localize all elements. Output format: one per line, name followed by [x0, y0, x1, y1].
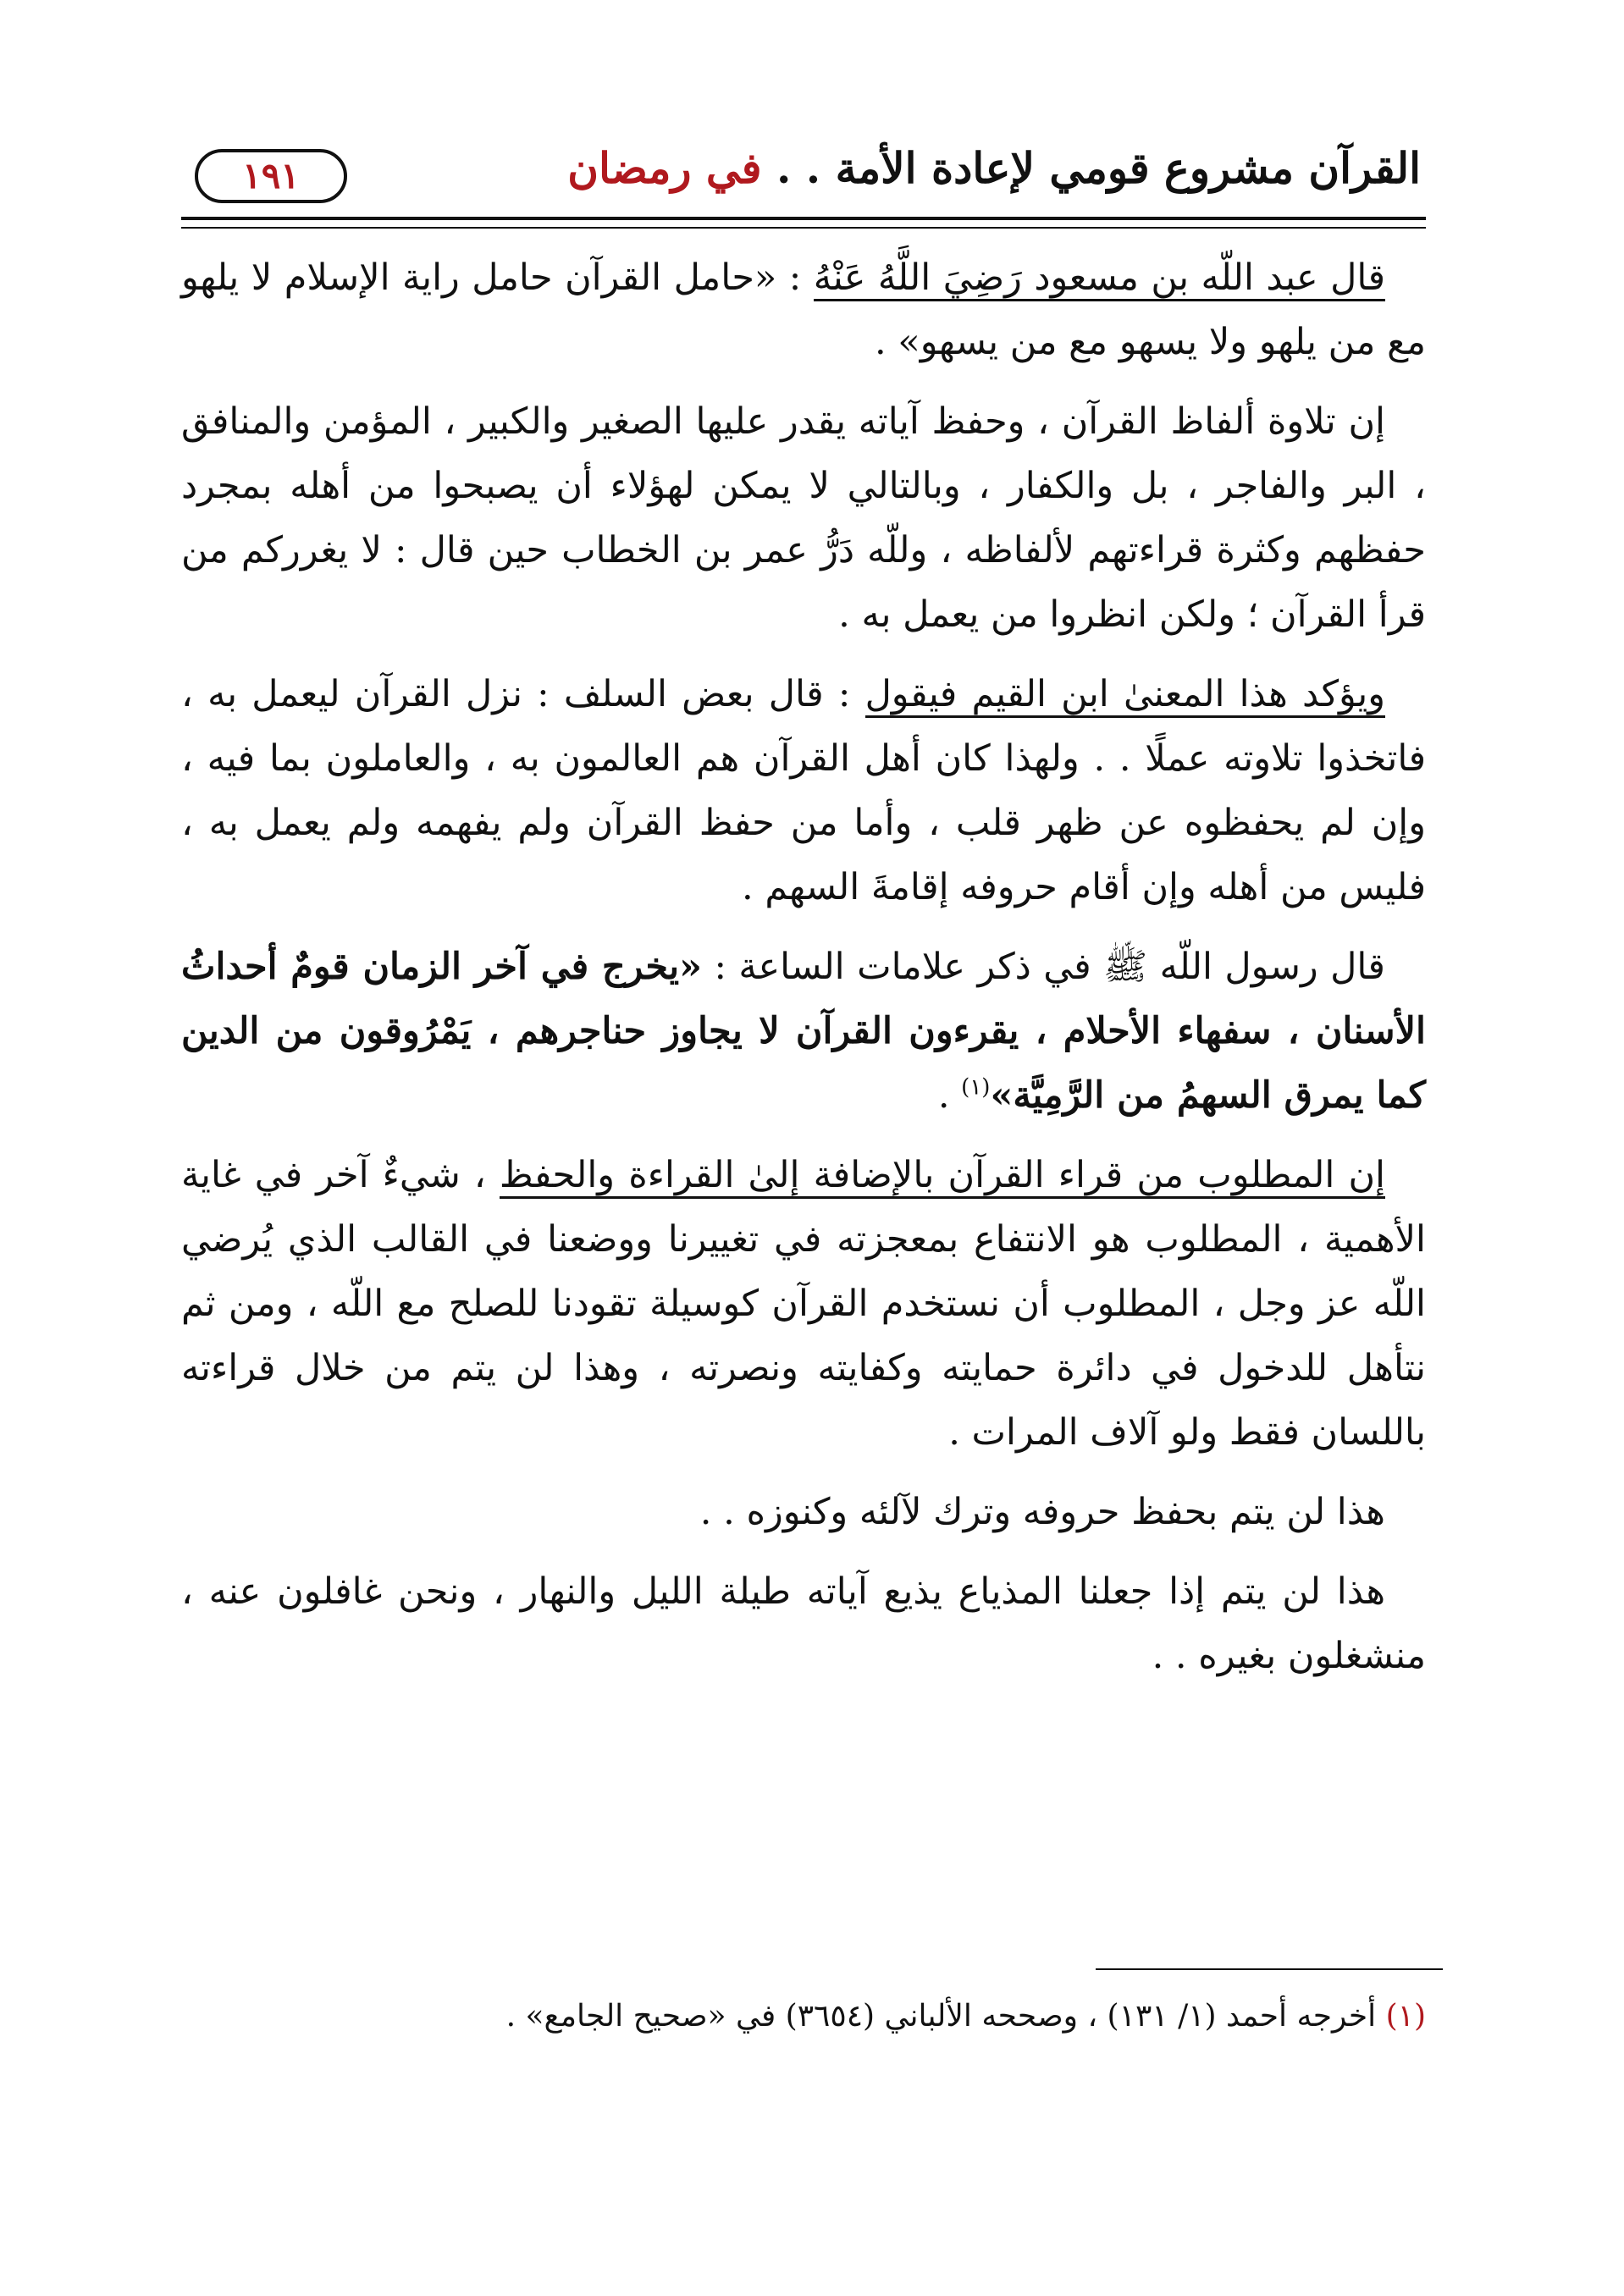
- paragraph-text: قال رسول اللّه ﷺ في ذكر علامات الساعة :: [701, 946, 1385, 988]
- underlined-phrase: إن المطلوب من قراء القرآن بالإضافة إلىٰ القراءة والحفظ: [500, 1154, 1385, 1199]
- paragraph-text: ، شيءٌ آخر في غاية الأهمية ، المطلوب هو الانتفاع بمعجزته في تغييرنا ووضعنا في القالب الذي يُرضي اللّه عز وجل ، المطلوب أن نستخدم القرآن كوسيلة تقودنا للصلح مع اللّه ، ومن ثم نتأهل للدخول في دائرة حمايته وكفايته ونصرته ، وهذا لن يتم من خلال قراءته باللسان فقط ولو آلاف المرات .: [181, 1154, 1426, 1454]
- hadith-quote: «يخرج في آخر الزمان قومٌ أحداثُ الأسنان ، سفهاء الأحلام ، يقرءون القرآن لا يجاوز حناجرهم ، يَمْرُوقون من الدين كما يمرق السهمُ من الرَّمِيَّة»: [181, 946, 1426, 1117]
- underlined-phrase: قال عبد اللّه بن مسعود رَضِيَ اللَّهُ عَنْهُ: [814, 257, 1385, 301]
- paragraph-ibn-masud: [181, 246, 1426, 374]
- main-text: [181, 246, 1426, 1703]
- paragraph-text: : قال بعض السلف : نزل القرآن ليعمل به ، فاتخذوا تلاوته عملًا . . ولهذا كان أهل القرآن هم العالمون به ، والعاملون بما فيه ، وإن لم يحفظوه عن ظهر قلب ، وأما من حفظ القرآن ولم يفهمه ولم يعمل به ، فليس من أهله وإن أقام حروفه إقامةَ السهم .: [181, 673, 1426, 908]
- paragraph-ibn-qayyim: [181, 662, 1426, 919]
- header-title-accent: في رمضان: [567, 143, 762, 193]
- running-header-title: [567, 139, 1421, 198]
- footnote-text: أخرجه أحمد (١/ ١٣١) ، وصححه الألباني (٣٦٥٤) في «صحيح الجامع» .: [505, 1999, 1386, 2034]
- paragraph-memorization: هذا لن يتم بحفظ حروفه وترك لآلئه وكنوزه . .: [699, 1491, 1385, 1533]
- paragraph-text: : «حامل القرآن حامل راية الإسلام لا يلهو مع من يلهو ولا يسهو مع من يسهو» .: [181, 257, 1426, 363]
- footnote-number: (١): [1385, 1999, 1426, 2034]
- footnote: [181, 1991, 1426, 2042]
- header-divider-thick: [181, 217, 1426, 220]
- header-title-main: القرآن مشروع قومي لإعادة الأمة . .: [776, 143, 1421, 193]
- paragraph-hadith: [181, 935, 1426, 1128]
- footnote-reference[interactable]: (١): [961, 1074, 991, 1101]
- underlined-phrase: ويؤكد هذا المعنىٰ ابن القيم فيقول: [865, 673, 1385, 718]
- paragraph-radio: هذا لن يتم إذا جعلنا المذياع يذيع آياته طيلة الليل والنهار ، ونحن غافلون عنه ، منشغلون بغيره . .: [181, 1570, 1426, 1677]
- footnote-divider: [1096, 1968, 1443, 1970]
- page-number-badge: ١٩١: [195, 149, 347, 203]
- paragraph-recitation: إن تلاوة ألفاظ القرآن ، وحفظ آياته يقدر عليها الصغير والكبير ، المؤمن والمنافق ، البر والفاجر ، بل والكفار ، وبالتالي لا يمكن لهؤلاء أن يصبحوا من أهله بمجرد حفظهم وكثرة قراءتهم لألفاظه ، وللّه دَرُّ عمر بن الخطاب حين قال : لا يغرركم من قرأ القرآن ؛ ولكن انظروا من يعمل به .: [181, 400, 1426, 636]
- header-divider-thin: [181, 227, 1426, 229]
- paragraph-text: .: [937, 1074, 962, 1117]
- paragraph-required: [181, 1143, 1426, 1465]
